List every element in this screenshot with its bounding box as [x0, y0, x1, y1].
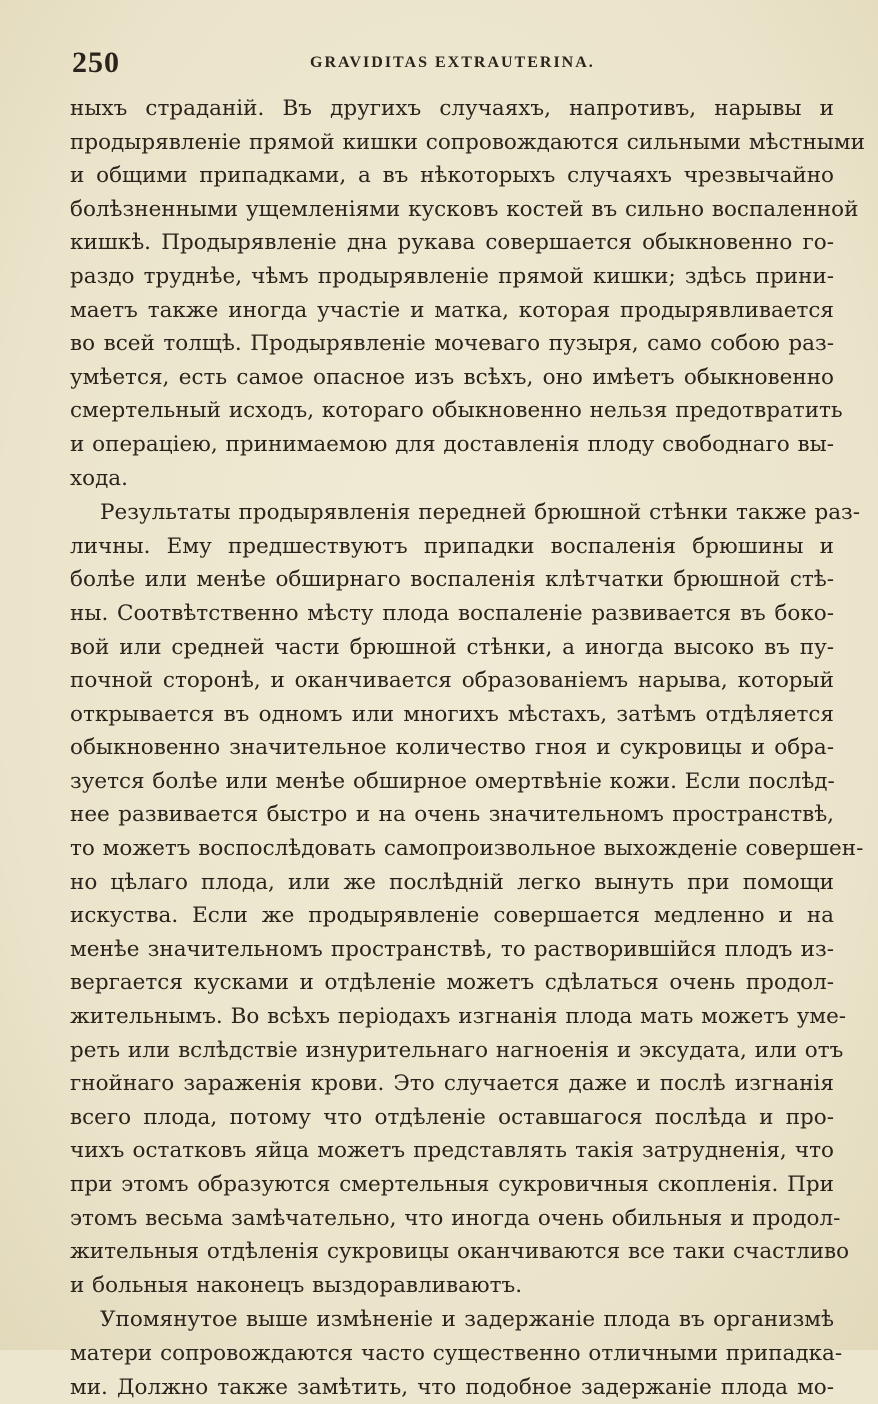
text-line: ны. Соотвѣтственно мѣсту плода воспаленіе развивается въ боко-: [70, 600, 834, 626]
text-line: но цѣлаго плода, или же послѣдній легко вынуть при помощи: [70, 869, 834, 895]
text-line: кишкѣ. Продырявленіе дна рукава совершается обыкновенно го-: [70, 230, 834, 256]
text-line: Результаты продырявленія передней брюшной стѣнки также раз-: [100, 500, 861, 526]
text-line: раздо труднѣе, чѣмъ продырявленіе прямой кишки; здѣсь прини-: [70, 263, 834, 289]
text-line: смертельный исходъ, котораго обыкновенно нельзя предотвратить: [70, 398, 843, 424]
text-line: гнойнаго зараженія крови. Это случается даже и послѣ изгнанія: [70, 1071, 834, 1097]
text-line: при этомъ образуются смертельныя сукровичныя скопленія. При: [70, 1172, 834, 1197]
text-line: во всей толщѣ. Продырявленіе мочеваго пузыря, само собою раз-: [70, 331, 834, 357]
text-line: продырявленіе прямой кишки сопровождаются сильными мѣстными: [70, 129, 865, 155]
text-line: обыкновенно значительное количество гноя и сукровицы и обра-: [70, 735, 834, 761]
text-line: Упомянутое выше измѣненіе и задержаніе плода въ организмѣ: [100, 1307, 834, 1333]
body-text: [70, 92, 865, 1404]
text-line: жительныя отдѣленія сукровицы оканчиваются все таки счастливо: [70, 1239, 850, 1265]
page-header: [72, 46, 832, 80]
paragraph-3: [70, 1303, 843, 1404]
text-line: и больныя наконецъ выздоравливаютъ.: [70, 1272, 523, 1298]
text-line: реть или вслѣдствіе изнурительнаго нагноенія и эксудата, или отъ: [70, 1037, 844, 1063]
text-line: личны. Ему предшествуютъ припадки воспаленія брюшины и: [70, 533, 834, 559]
text-line: и общими припадками, а въ нѣкоторыхъ случаяхъ чрезвычайно: [70, 163, 834, 189]
text-line: болѣе или менѣе обширнаго воспаленія клѣтчатки брюшной стѣ-: [70, 567, 834, 593]
text-line: хода.: [70, 465, 128, 491]
text-line: почной сторонѣ, и оканчивается образованіемъ нарыва, который: [70, 668, 834, 694]
paragraph-2: [70, 496, 864, 1302]
text-line: менѣе значительномъ пространствѣ, то растворившійся плодъ из-: [70, 936, 834, 962]
text-line: чихъ остатковъ яйца можетъ представлять такія затрудненія, что: [70, 1138, 834, 1164]
text-line: нее развивается быстро и на очень значительномъ пространствѣ,: [70, 802, 834, 828]
text-line: жительнымъ. Во всѣхъ періодахъ изгнанія плода мать можетъ уме-: [70, 1004, 847, 1030]
text-line: ныхъ страданій. Въ другихъ случаяхъ, напротивъ, нарывы и: [70, 96, 834, 121]
text-line: болѣзненными ущемленіями кусковъ костей въ сильно воспаленной: [70, 196, 859, 222]
text-line: вергается кусками и отдѣленіе можетъ сдѣлаться очень продол-: [70, 970, 834, 996]
text-line: маетъ также иногда участіе и матка, которая продырявливается: [70, 297, 834, 323]
paragraph-1: [70, 92, 865, 495]
text-line: этомъ весьма замѣчательно, что иногда очень обильныя и продол-: [70, 1205, 841, 1231]
text-line: всего плода, потому что отдѣленіе оставшагося послѣда и про-: [70, 1104, 834, 1130]
text-line: матери сопровождаются часто существенно отличными припадка-: [70, 1340, 843, 1366]
text-line: искуства. Если же продырявленіе совершается медленно и на: [70, 903, 834, 929]
running-title: GRAVIDITAS EXTRAUTERINA.: [310, 54, 595, 71]
text-line: умѣется, есть самое опасное изъ всѣхъ, оно имѣетъ обыкновенно: [70, 364, 834, 390]
text-line: то можетъ воспослѣдовать самопроизвольное выхожденіе совершен-: [70, 836, 864, 862]
text-line: зуется болѣе или менѣе обширное омертвѣніе кожи. Если послѣд-: [70, 768, 835, 794]
text-line: ми. Должно также замѣтить, что подобное задержаніе плода мо-: [70, 1374, 834, 1400]
page-number: 250: [72, 46, 120, 79]
text-line: открывается въ одномъ или многихъ мѣстахъ, затѣмъ отдѣляется: [70, 701, 834, 727]
text-line: вой или средней части брюшной стѣнки, а иногда высоко въ пу-: [70, 634, 834, 660]
text-line: и операціею, принимаемою для доставленія плоду свободнаго вы-: [70, 431, 834, 457]
